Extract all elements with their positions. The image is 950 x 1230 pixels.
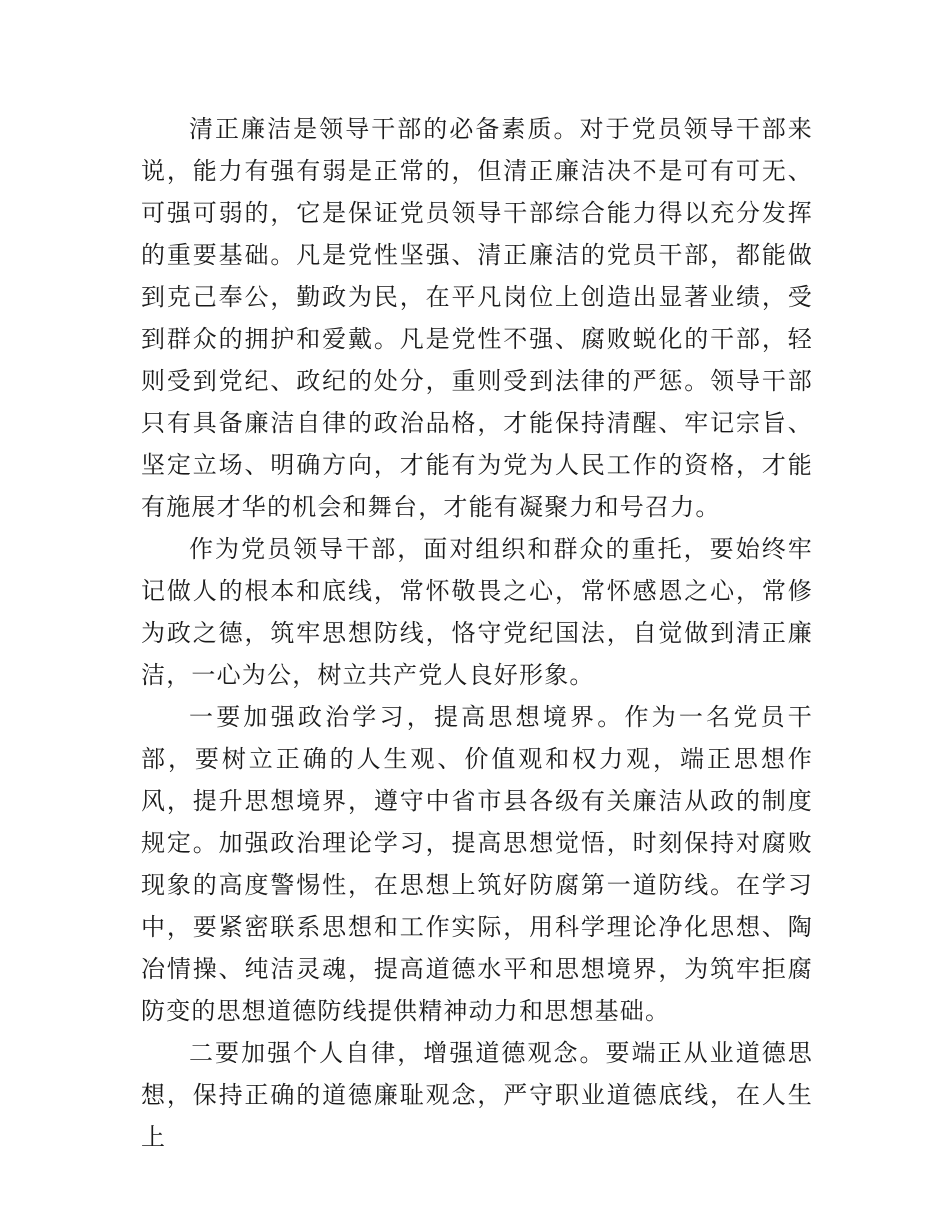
paragraph-2: 作为党员领导干部，面对组织和群众的重托，要始终牢记做人的根本和底线，常怀敬畏之心，常怀感恩之心，常修为政之德，筑牢思想防线，恪守党纪国法，自觉做到清正廉洁，一心为公，树立共产党人良好形象。 [141, 535, 813, 689]
document-body [141, 108, 813, 1158]
paragraph-4: 二要加强个人自律，增强道德观念。要端正从业道德思想，保持正确的道德廉耻观念，严守职业道德底线，在人生上 [141, 1039, 813, 1151]
paragraph-3: 一要加强政治学习，提高思想境界。作为一名党员干部，要树立正确的人生观、价值观和权力观，端正思想作风，提升思想境界，遵守中省市县各级有关廉洁从政的制度规定。加强政治理论学习，提高思想觉悟，时刻保持对腐败现象的高度警惕性，在思想上筑好防腐第一道防线。在学习中，要紧密联系思想和工作实际，用科学理论净化思想、陶冶情操、纯洁灵魂，提高道德水平和思想境界，为筑牢拒腐防变的思想道德防线提供精神动力和思想基础。 [141, 703, 813, 1025]
paragraph-1: 清正廉洁是领导干部的必备素质。对于党员领导干部来说，能力有强有弱是正常的，但清正廉洁决不是可有可无、可强可弱的，它是保证党员领导干部综合能力得以充分发挥的重要基础。凡是党性坚强、清正廉洁的党员干部，都能做到克己奉公，勤政为民，在平凡岗位上创造出显著业绩，受到群众的拥护和爱戴。凡是党性不强、腐败蜕化的干部，轻则受到党纪、政纪的处分，重则受到法律的严惩。领导干部只有具备廉洁自律的政治品格，才能保持清醒、牢记宗旨、坚定立场、明确方向，才能有为党为人民工作的资格，才能有施展才华的机会和舞台，才能有凝聚力和号召力。 [141, 115, 813, 521]
